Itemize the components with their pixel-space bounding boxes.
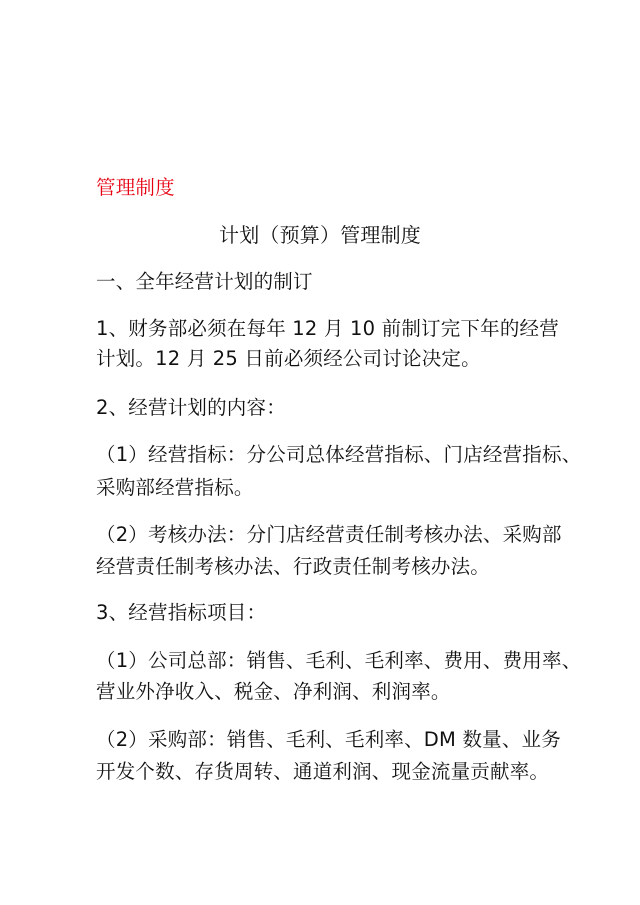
item-3-sub-1-line-2: 营业外净收入、税金、净利润、利润率。 (96, 680, 451, 703)
item-1-line-2: 计划。12 月 25 日前必须经公司讨论决定。 (96, 347, 481, 370)
red-heading: 管理制度 (96, 176, 175, 199)
item-3-sub-2-line-1: （2）采购部：销售、毛利、毛利率、DM 数量、业务 (96, 728, 561, 751)
item-3-heading: 3、经营指标项目： (96, 601, 267, 624)
item-2-heading: 2、经营计划的内容： (96, 396, 286, 419)
document-title: 计划（预算）管理制度 (219, 223, 421, 247)
item-2-sub-2-line-2: 经营责任制考核办法、行政责任制考核办法。 (96, 555, 491, 578)
section-1-heading: 一、全年经营计划的制订 (96, 270, 313, 293)
item-3-sub-2-line-2: 开发个数、存货周转、通道利润、现金流量贡献率。 (96, 760, 550, 783)
item-2-sub-1-line-2: 采购部经营指标。 (96, 476, 254, 499)
item-2-sub-2-line-1: （2）考核办法：分门店经营责任制考核办法、采购部 (96, 523, 562, 546)
item-2-sub-1-line-1: （1）经营指标：分公司总体经营指标、门店经营指标、 (96, 443, 582, 466)
item-1-line-1: 1、财务部必须在每年 12 月 10 前制订完下年的经营 (96, 317, 559, 340)
item-3-sub-1-line-1: （1）公司总部：销售、毛利、毛利率、费用、费用率、 (96, 649, 582, 672)
